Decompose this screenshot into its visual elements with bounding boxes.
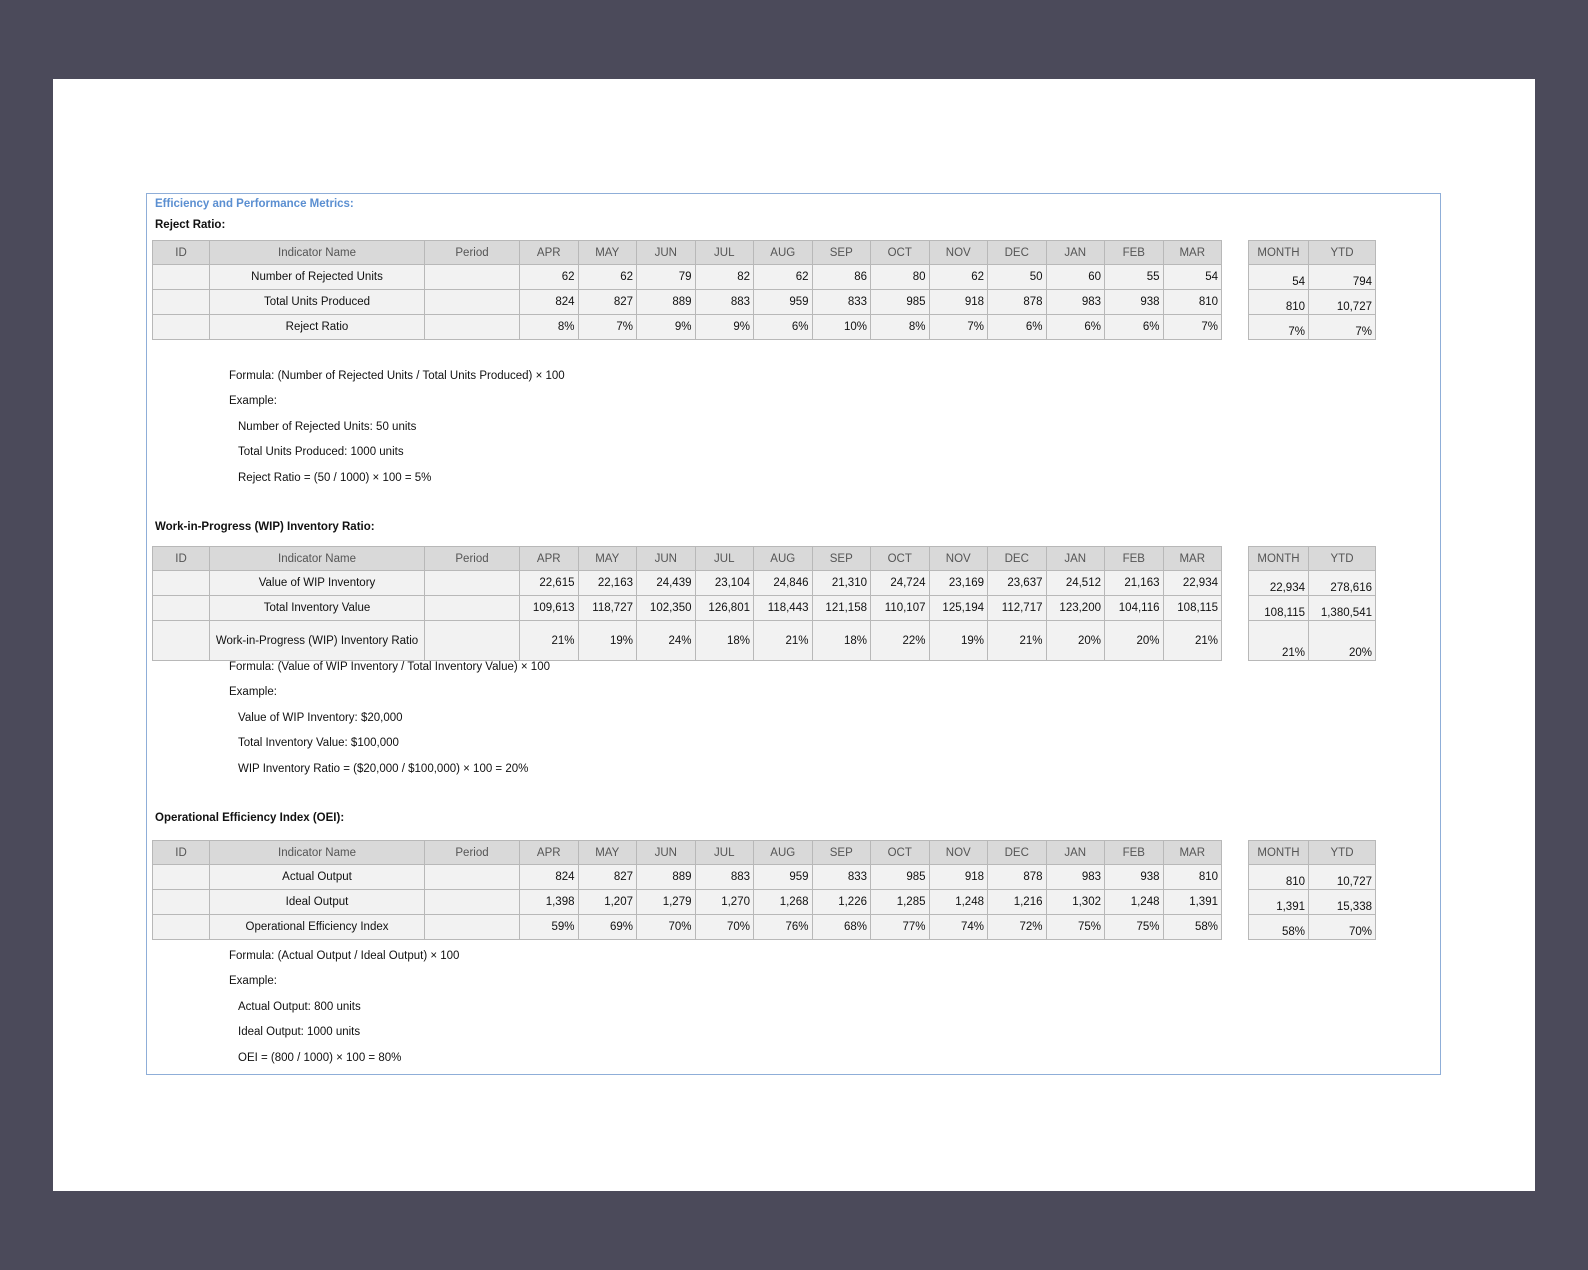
table-header-row (153, 841, 1222, 865)
value-cell: 22,934 (1163, 571, 1222, 596)
period-cell (425, 265, 520, 290)
value-cell: 9% (695, 315, 754, 340)
value-cell: 20% (1046, 621, 1105, 661)
example-line: Ideal Output: 1000 units (238, 1026, 361, 1039)
value-cell: 1,216 (988, 890, 1047, 915)
example-label: Example: (229, 395, 277, 408)
id-cell (153, 265, 210, 290)
value-cell: 102,350 (637, 596, 696, 621)
month-total-cell: 108,115 (1249, 596, 1309, 621)
value-cell: 21% (1163, 621, 1222, 661)
id-cell (153, 915, 210, 940)
metrics-table (152, 840, 1222, 940)
header-indicator-name: Indicator Name (210, 841, 425, 865)
formula-note: Formula: (Value of WIP Inventory / Total Inventory Value) × 100 (229, 661, 550, 673)
value-cell: 1,398 (520, 890, 579, 915)
value-cell: 59% (520, 915, 579, 940)
value-cell: 1,302 (1046, 890, 1105, 915)
period-cell (425, 596, 520, 621)
header-id: ID (153, 841, 210, 865)
header-month: DEC (988, 547, 1047, 571)
ytd-cell: 15,338 (1309, 890, 1376, 915)
header-month: JAN (1046, 241, 1105, 265)
header-period: Period (425, 841, 520, 865)
value-cell: 21,163 (1105, 571, 1164, 596)
value-cell: 878 (988, 865, 1047, 890)
value-cell: 121,158 (812, 596, 871, 621)
value-cell: 938 (1105, 865, 1164, 890)
value-cell: 86 (812, 265, 871, 290)
value-cell: 72% (988, 915, 1047, 940)
value-cell: 833 (812, 865, 871, 890)
value-cell: 18% (812, 621, 871, 661)
value-cell: 1,279 (637, 890, 696, 915)
value-cell: 1,270 (695, 890, 754, 915)
indicator-name-cell: Ideal Output (210, 890, 425, 915)
id-cell (153, 596, 210, 621)
value-cell: 110,107 (871, 596, 930, 621)
value-cell: 10% (812, 315, 871, 340)
example-line: Value of WIP Inventory: $20,000 (238, 711, 403, 724)
month-total-cell: 7% (1249, 315, 1309, 340)
period-cell (425, 315, 520, 340)
period-cell (425, 915, 520, 940)
summary-row (1249, 265, 1376, 290)
header-month: MAY (578, 841, 637, 865)
header-month: JAN (1046, 841, 1105, 865)
value-cell: 824 (520, 865, 579, 890)
metrics-table (152, 240, 1222, 340)
example-line: WIP Inventory Ratio = ($20,000 / $100,000) × 100 = 20% (238, 762, 529, 775)
header-month: JUL (695, 841, 754, 865)
header-month: NOV (929, 547, 988, 571)
value-cell: 889 (637, 290, 696, 315)
value-cell: 21% (988, 621, 1047, 661)
id-cell (153, 890, 210, 915)
indicator-name-cell: Work-in-Progress (WIP) Inventory Ratio (210, 621, 425, 661)
id-cell (153, 621, 210, 661)
value-cell: 827 (578, 290, 637, 315)
value-cell: 75% (1046, 915, 1105, 940)
summary-header-row (1249, 241, 1376, 265)
value-cell: 22,615 (520, 571, 579, 596)
example-line: Reject Ratio = (50 / 1000) × 100 = 5% (238, 471, 432, 484)
value-cell: 983 (1046, 865, 1105, 890)
period-cell (425, 621, 520, 661)
indicator-name-cell: Value of WIP Inventory (210, 571, 425, 596)
formula-note: Formula: (Number of Rejected Units / Total Units Produced) × 100 (229, 370, 565, 382)
table-row (153, 890, 1222, 915)
header-month: JUN (637, 241, 696, 265)
id-cell (153, 315, 210, 340)
value-cell: 959 (754, 290, 813, 315)
value-cell: 985 (871, 865, 930, 890)
period-cell (425, 865, 520, 890)
section-title: Operational Efficiency Index (OEI): (155, 812, 345, 824)
header-month-total: MONTH (1249, 547, 1309, 571)
value-cell: 810 (1163, 865, 1222, 890)
month-total-cell: 1,391 (1249, 890, 1309, 915)
summary-row (1249, 596, 1376, 621)
summary-table (1248, 840, 1376, 940)
value-cell: 1,207 (578, 890, 637, 915)
header-month: APR (520, 547, 579, 571)
period-cell (425, 290, 520, 315)
value-cell: 118,727 (578, 596, 637, 621)
header-month: DEC (988, 241, 1047, 265)
header-period: Period (425, 547, 520, 571)
header-month: OCT (871, 241, 930, 265)
example-label: Example: (229, 686, 277, 699)
value-cell: 68% (812, 915, 871, 940)
value-cell: 833 (812, 290, 871, 315)
value-cell: 54 (1163, 265, 1222, 290)
header-month-total: MONTH (1249, 841, 1309, 865)
header-indicator-name: Indicator Name (210, 547, 425, 571)
header-month: AUG (754, 841, 813, 865)
value-cell: 1,391 (1163, 890, 1222, 915)
example-line: OEI = (800 / 1000) × 100 = 80% (238, 1051, 402, 1064)
header-month: JUN (637, 547, 696, 571)
value-cell: 983 (1046, 290, 1105, 315)
summary-table (1248, 240, 1376, 340)
value-cell: 76% (754, 915, 813, 940)
value-cell: 19% (578, 621, 637, 661)
table-row (153, 621, 1222, 661)
header-month: MAR (1163, 841, 1222, 865)
ytd-cell: 10,727 (1309, 865, 1376, 890)
value-cell: 889 (637, 865, 696, 890)
indicator-name-cell: Actual Output (210, 865, 425, 890)
value-cell: 70% (637, 915, 696, 940)
value-cell: 827 (578, 865, 637, 890)
header-month: NOV (929, 841, 988, 865)
header-month: OCT (871, 547, 930, 571)
month-total-cell: 810 (1249, 865, 1309, 890)
value-cell: 23,637 (988, 571, 1047, 596)
value-cell: 118,443 (754, 596, 813, 621)
table-row (153, 571, 1222, 596)
metrics-table (152, 546, 1222, 661)
id-cell (153, 865, 210, 890)
value-cell: 77% (871, 915, 930, 940)
ytd-cell: 794 (1309, 265, 1376, 290)
header-month: FEB (1105, 547, 1164, 571)
header-month: JUL (695, 547, 754, 571)
header-ytd: YTD (1309, 241, 1376, 265)
header-month: JUL (695, 241, 754, 265)
value-cell: 74% (929, 915, 988, 940)
example-line: Total Inventory Value: $100,000 (238, 737, 399, 750)
value-cell: 938 (1105, 290, 1164, 315)
example-line: Total Units Produced: 1000 units (238, 446, 404, 459)
section-title: Reject Ratio: (155, 219, 226, 231)
header-month: AUG (754, 547, 813, 571)
value-cell: 9% (637, 315, 696, 340)
table-row (153, 290, 1222, 315)
summary-row (1249, 571, 1376, 596)
header-month: MAY (578, 241, 637, 265)
header-month: NOV (929, 241, 988, 265)
value-cell: 80 (871, 265, 930, 290)
table-header-row (153, 241, 1222, 265)
section-title: Work-in-Progress (WIP) Inventory Ratio: (155, 521, 375, 533)
value-cell: 82 (695, 265, 754, 290)
value-cell: 8% (520, 315, 579, 340)
header-month: MAY (578, 547, 637, 571)
value-cell: 112,717 (988, 596, 1047, 621)
header-month: JUN (637, 841, 696, 865)
ytd-cell: 7% (1309, 315, 1376, 340)
value-cell: 23,169 (929, 571, 988, 596)
value-cell: 883 (695, 290, 754, 315)
header-month-total: MONTH (1249, 241, 1309, 265)
value-cell: 24,724 (871, 571, 930, 596)
header-id: ID (153, 241, 210, 265)
summary-header-row (1249, 547, 1376, 571)
id-cell (153, 290, 210, 315)
value-cell: 7% (578, 315, 637, 340)
value-cell: 8% (871, 315, 930, 340)
header-month: SEP (812, 547, 871, 571)
value-cell: 878 (988, 290, 1047, 315)
value-cell: 24% (637, 621, 696, 661)
ytd-cell: 20% (1309, 621, 1376, 661)
value-cell: 55 (1105, 265, 1164, 290)
value-cell: 58% (1163, 915, 1222, 940)
header-month: AUG (754, 241, 813, 265)
value-cell: 62 (929, 265, 988, 290)
summary-row (1249, 865, 1376, 890)
header-month: SEP (812, 241, 871, 265)
value-cell: 6% (754, 315, 813, 340)
value-cell: 1,268 (754, 890, 813, 915)
report-title: Efficiency and Performance Metrics: (155, 198, 354, 210)
summary-table (1248, 546, 1376, 661)
value-cell: 104,116 (1105, 596, 1164, 621)
value-cell: 50 (988, 265, 1047, 290)
value-cell: 1,285 (871, 890, 930, 915)
table-row (153, 915, 1222, 940)
month-total-cell: 21% (1249, 621, 1309, 661)
value-cell: 126,801 (695, 596, 754, 621)
header-month: FEB (1105, 241, 1164, 265)
header-month: DEC (988, 841, 1047, 865)
value-cell: 24,846 (754, 571, 813, 596)
id-cell (153, 571, 210, 596)
month-total-cell: 810 (1249, 290, 1309, 315)
value-cell: 6% (988, 315, 1047, 340)
value-cell: 79 (637, 265, 696, 290)
value-cell: 24,439 (637, 571, 696, 596)
summary-row (1249, 290, 1376, 315)
value-cell: 69% (578, 915, 637, 940)
value-cell: 20% (1105, 621, 1164, 661)
value-cell: 60 (1046, 265, 1105, 290)
summary-row (1249, 890, 1376, 915)
indicator-name-cell: Total Inventory Value (210, 596, 425, 621)
period-cell (425, 890, 520, 915)
value-cell: 7% (929, 315, 988, 340)
value-cell: 1,226 (812, 890, 871, 915)
table-row (153, 865, 1222, 890)
table-row (153, 315, 1222, 340)
value-cell: 22% (871, 621, 930, 661)
summary-row (1249, 621, 1376, 661)
header-month: JAN (1046, 547, 1105, 571)
month-total-cell: 54 (1249, 265, 1309, 290)
value-cell: 959 (754, 865, 813, 890)
value-cell: 985 (871, 290, 930, 315)
header-month: APR (520, 841, 579, 865)
indicator-name-cell: Number of Rejected Units (210, 265, 425, 290)
value-cell: 918 (929, 865, 988, 890)
header-month: OCT (871, 841, 930, 865)
header-month: APR (520, 241, 579, 265)
indicator-name-cell: Operational Efficiency Index (210, 915, 425, 940)
value-cell: 18% (695, 621, 754, 661)
header-ytd: YTD (1309, 547, 1376, 571)
value-cell: 62 (754, 265, 813, 290)
table-row (153, 596, 1222, 621)
month-total-cell: 58% (1249, 915, 1309, 940)
value-cell: 810 (1163, 290, 1222, 315)
value-cell: 21% (520, 621, 579, 661)
month-total-cell: 22,934 (1249, 571, 1309, 596)
header-indicator-name: Indicator Name (210, 241, 425, 265)
value-cell: 109,613 (520, 596, 579, 621)
indicator-name-cell: Total Units Produced (210, 290, 425, 315)
value-cell: 62 (578, 265, 637, 290)
header-period: Period (425, 241, 520, 265)
value-cell: 824 (520, 290, 579, 315)
header-month: FEB (1105, 841, 1164, 865)
value-cell: 1,248 (929, 890, 988, 915)
header-month: SEP (812, 841, 871, 865)
value-cell: 883 (695, 865, 754, 890)
ytd-cell: 10,727 (1309, 290, 1376, 315)
value-cell: 123,200 (1046, 596, 1105, 621)
value-cell: 918 (929, 290, 988, 315)
summary-row (1249, 915, 1376, 940)
value-cell: 24,512 (1046, 571, 1105, 596)
value-cell: 22,163 (578, 571, 637, 596)
example-line: Actual Output: 800 units (238, 1000, 361, 1013)
value-cell: 19% (929, 621, 988, 661)
value-cell: 108,115 (1163, 596, 1222, 621)
summary-row (1249, 315, 1376, 340)
ytd-cell: 278,616 (1309, 571, 1376, 596)
value-cell: 7% (1163, 315, 1222, 340)
table-header-row (153, 547, 1222, 571)
value-cell: 23,104 (695, 571, 754, 596)
value-cell: 6% (1046, 315, 1105, 340)
period-cell (425, 571, 520, 596)
value-cell: 75% (1105, 915, 1164, 940)
header-month: MAR (1163, 547, 1222, 571)
ytd-cell: 70% (1309, 915, 1376, 940)
value-cell: 125,194 (929, 596, 988, 621)
value-cell: 62 (520, 265, 579, 290)
header-id: ID (153, 547, 210, 571)
value-cell: 21% (754, 621, 813, 661)
example-line: Number of Rejected Units: 50 units (238, 420, 417, 433)
ytd-cell: 1,380,541 (1309, 596, 1376, 621)
value-cell: 21,310 (812, 571, 871, 596)
header-ytd: YTD (1309, 841, 1376, 865)
indicator-name-cell: Reject Ratio (210, 315, 425, 340)
summary-header-row (1249, 841, 1376, 865)
example-label: Example: (229, 975, 277, 988)
value-cell: 6% (1105, 315, 1164, 340)
value-cell: 70% (695, 915, 754, 940)
formula-note: Formula: (Actual Output / Ideal Output) × 100 (229, 950, 460, 962)
table-row (153, 265, 1222, 290)
value-cell: 1,248 (1105, 890, 1164, 915)
header-month: MAR (1163, 241, 1222, 265)
